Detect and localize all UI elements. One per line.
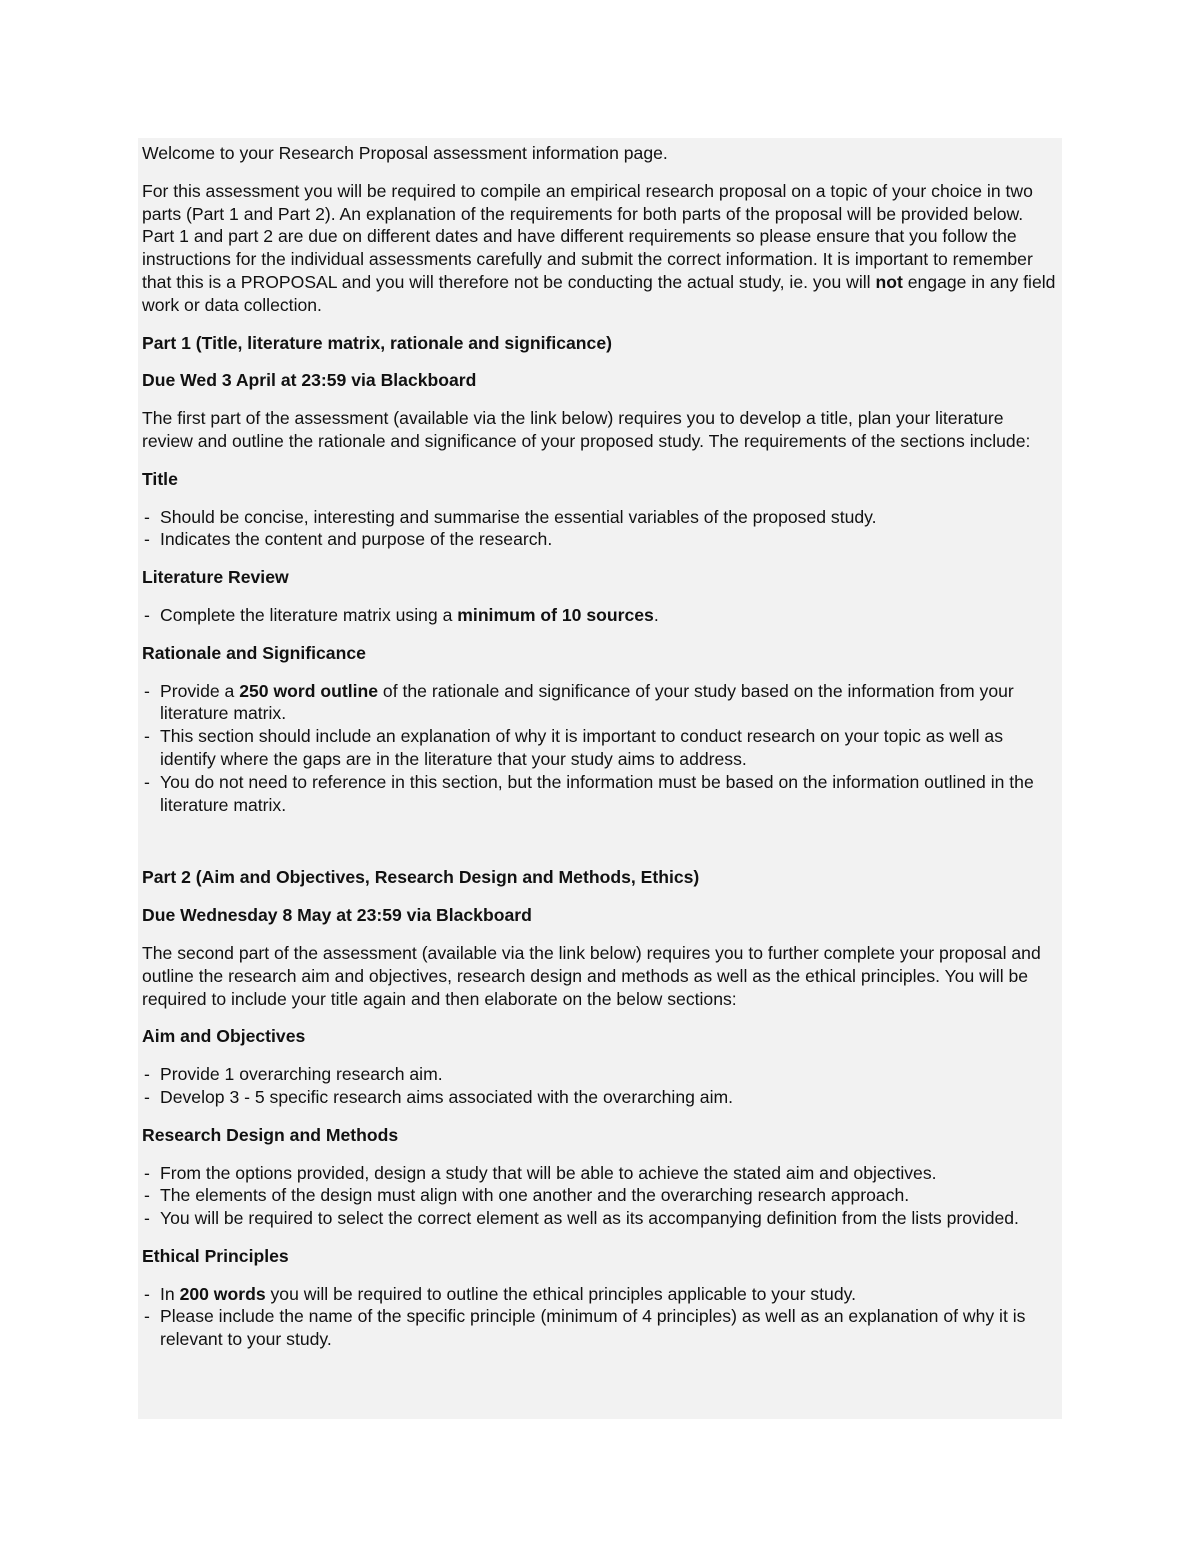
item-text: you will be required to outline the ethical principles applicable to your study. [265, 1283, 857, 1304]
part1-due-date: Due Wed 3 April at 23:59 via Blackboard [142, 370, 477, 391]
design-section-heading: Research Design and Methods [142, 1124, 399, 1145]
list-item [142, 604, 1058, 627]
list-item: - You do not need to reference in this section, but the information must be based on the information outlined in the literature matrix. [142, 771, 1058, 817]
item-bold-text: 200 words [179, 1283, 266, 1304]
item-text: Complete the literature matrix using a [160, 604, 458, 625]
list-item [142, 680, 1058, 726]
aim-section-heading: Aim and Objectives [142, 1026, 306, 1047]
item-text: Provide a [160, 680, 240, 701]
ethics-requirements-list [142, 1283, 1058, 1351]
list-item: - Indicates the content and purpose of the research. [142, 528, 1058, 551]
item-text: In [160, 1283, 180, 1304]
aim-requirements-list [142, 1063, 1058, 1109]
part1-heading: Part 1 (Title, literature matrix, rationale and significance) [142, 332, 612, 353]
list-item: - From the options provided, design a study that will be able to achieve the stated aim and objectives. [142, 1162, 1058, 1185]
welcome-text: Welcome to your Research Proposal assessment information page. [142, 143, 668, 163]
item-text: . [653, 604, 659, 625]
item-text: of the rationale and significance of your study based on the information from your literature matrix. [160, 680, 1014, 724]
literature-section-heading: Literature Review [142, 567, 289, 588]
ethics-section-heading: Ethical Principles [142, 1245, 289, 1266]
list-item: - Develop 3 - 5 specific research aims associated with the overarching aim. [142, 1086, 1058, 1109]
list-item: - The elements of the design must align with one another and the overarching research approach. [142, 1184, 1058, 1207]
list-item: - You will be required to select the correct element as well as its accompanying definition from the lists provided. [142, 1207, 1058, 1230]
list-item [142, 1283, 1058, 1306]
list-item: - Please include the name of the specific principle (minimum of 4 principles) as well as an explanation of why it is relevant to your study. [142, 1305, 1058, 1351]
part2-description: The second part of the assessment (available via the link below) requires you to further complete your proposal and outline the research aim and objectives, research design and methods as well as the ethical principles. You will be required to include your title again and then elaborate on the below sections: [142, 942, 1041, 1009]
item-bold-text: 250 word outline [239, 680, 379, 701]
part2-due-date: Due Wednesday 8 May at 23:59 via Blackboard [142, 905, 532, 926]
section-spacer [142, 831, 1058, 866]
design-requirements-list [142, 1162, 1058, 1230]
intro-text-bold: not [875, 271, 903, 292]
title-requirements-list [142, 506, 1058, 552]
literature-requirements-list [142, 604, 1058, 627]
part1-description: The first part of the assessment (available via the link below) requires you to develop a title, plan your literature review and outline the rationale and significance of your proposed study. The requirements of the sections include: [142, 408, 1031, 451]
list-item: - This section should include an explanation of why it is important to conduct research on your topic as well as identify where the gaps are in the literature that your study aims to address. [142, 725, 1058, 771]
rationale-section-heading: Rationale and Significance [142, 642, 366, 663]
part2-heading: Part 2 (Aim and Objectives, Research Design and Methods, Ethics) [142, 867, 700, 888]
rationale-requirements-list [142, 680, 1058, 817]
item-bold-text: minimum of 10 sources [457, 604, 654, 625]
intro-paragraph [142, 180, 1058, 317]
intro-text-a: For this assessment you will be required to compile an empirical research proposal on a topic of your choice in two parts (Part 1 and Part 2). An explanation of the requirements for both parts of the proposal will be provided below. Part 1 and part 2 are due on different dates and have different requirements so please ensure that you follow the instructions for the individual assessments carefully and submit the correct information. It is important to remember that this is a PROPOSAL and you will therefore not be conducting the actual study, ie. you will [142, 180, 1033, 292]
list-item: - Provide 1 overarching research aim. [142, 1063, 1058, 1086]
title-section-heading: Title [142, 468, 178, 489]
assessment-info-panel [138, 138, 1062, 1419]
intro-text-b: engage in any field work or data collection. [142, 271, 1056, 315]
list-item: - Should be concise, interesting and summarise the essential variables of the proposed study. [142, 506, 1058, 529]
